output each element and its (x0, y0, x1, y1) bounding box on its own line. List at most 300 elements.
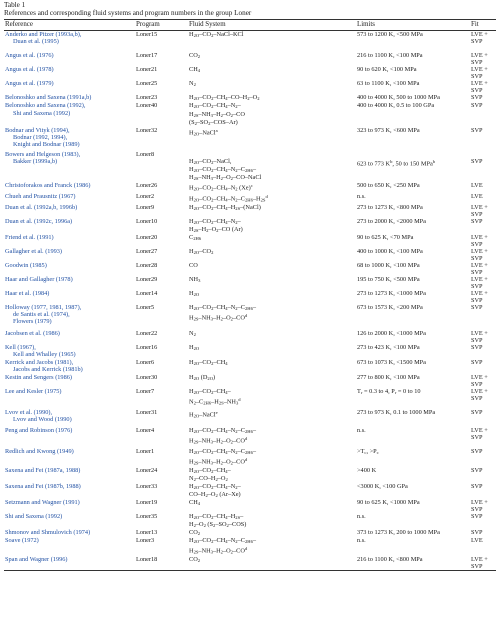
limits-line: $T_r = 0.3$ to 4, $P_r = 0$ to 10 (357, 388, 421, 396)
fluid-system-line (189, 352, 355, 359)
table-row (4, 151, 496, 182)
reference-cell (4, 467, 135, 483)
table-row (4, 204, 496, 218)
reference-cell (4, 388, 135, 409)
limits-cell (356, 182, 470, 193)
fluid-system-cell (188, 151, 356, 182)
program-cell (135, 248, 188, 262)
reference-cell (4, 127, 135, 152)
reference-line (5, 395, 134, 402)
fit-cell (470, 218, 496, 234)
fluid-system-cell (188, 409, 356, 427)
fluid-system-cell (188, 31, 356, 52)
fluid-system-line: $H_{2S}-NH_3-H_2-O_2-CO$–NaCl (189, 174, 262, 182)
reference-line: Knight and Bodnar (1989) (13, 140, 80, 148)
fluid-system-cell (188, 80, 356, 94)
reference-line: Haar et al. (1984) (5, 290, 50, 298)
fit-line (471, 110, 495, 117)
limits-cell (356, 66, 470, 80)
fluid-system-line: $CO-H_2-O_2$ (Ar–Xe) (189, 490, 241, 498)
fit-line (471, 172, 495, 179)
fluid-system-cell (188, 193, 356, 204)
bottom-rule (4, 570, 496, 571)
reference-line: Shi and Saxena (1992) (5, 512, 63, 520)
fluid-system-line: $H_2-O_2$ $(S_2-SO_2-COS)$ (189, 521, 247, 528)
program-id: Loner21 (136, 66, 158, 74)
fluid-system-line: $H_{2O}-CO_2-CH_4-N_2-C_{2H6}-$ (189, 426, 257, 434)
reference-line: Chueh and Prausnitz (1967) (5, 192, 76, 200)
reference-line: Duan et al. (1992a,b, 1996b) (5, 203, 78, 211)
fit-line: LVE + SVP (471, 426, 488, 441)
limits-cell (356, 304, 470, 330)
limits-line: 400 to 1000 K, <100 MPa (357, 247, 423, 255)
fluid-system-line: $H_{2O}-CO_2$–NaCl, (189, 158, 232, 166)
reference-line: Shmonov and Shmulovich (1974) (5, 529, 91, 537)
fit-line: SVP (471, 94, 483, 102)
program-id: Loner7 (136, 388, 155, 396)
program-id: Loner19 (136, 498, 158, 506)
fluid-system-cell (188, 127, 356, 152)
table-row (4, 467, 496, 483)
reference-line (5, 455, 134, 462)
limits-line: n.s. (357, 512, 366, 520)
table-row (4, 262, 496, 276)
table-row (4, 102, 496, 126)
limits-cell (356, 513, 470, 529)
limits-line: 623 to 773 $K^b$, 50 to 150 MPa$^b$ (357, 159, 436, 168)
fit-cell (470, 499, 496, 513)
limits-cell (356, 467, 470, 483)
table-row (4, 276, 496, 290)
reference-line: Haar and Gallagher (1978) (5, 276, 73, 283)
fit-cell (470, 537, 496, 556)
fit-line (471, 318, 495, 325)
reference-line: Christoforakos and Franck (1986) (5, 182, 91, 190)
limits-line: 400 to 4000 K, 500 to 1000 MPa (357, 94, 440, 102)
limits-cell (356, 374, 470, 388)
limits-line: 90 to 620 K, <100 MPa (357, 66, 417, 74)
fit-line: SVP (471, 482, 483, 490)
reference-line: Lvov and Wood (1990) (13, 416, 72, 424)
fit-cell (470, 151, 496, 182)
reference-line (5, 434, 134, 441)
table-row (4, 359, 496, 374)
reference-cell (4, 374, 135, 388)
fluid-system-cell (188, 182, 356, 193)
limits-line: 573 to 1200 K, <500 MPa (357, 31, 423, 38)
fluid-system-cell (188, 262, 356, 276)
limits-line: 273 to 1273 K, <800 MPa (357, 203, 423, 211)
limits-cell (356, 80, 470, 94)
reference-line: Shi and Saxena (1992) (13, 109, 71, 117)
fit-cell (470, 248, 496, 262)
fluid-system-cell (188, 359, 356, 374)
limits-cell (356, 448, 470, 467)
limits-line (357, 134, 469, 141)
fit-line: LVE + SVP (471, 66, 488, 81)
limits-line (357, 141, 469, 148)
program-cell (135, 448, 188, 467)
limits-line: 216 to 1100 K, <800 MPa (357, 555, 423, 563)
limits-line (357, 396, 469, 403)
fluid-system-line: $CO_2$ (189, 555, 201, 563)
reference-cell (4, 359, 135, 374)
fit-line (471, 45, 495, 52)
fluid-system-line: $H_{2O}-CO_2-CH_4-H_{2S}-$ (189, 512, 244, 520)
limits-line: 68 to 1000 K, <100 MPa (357, 261, 420, 269)
program-id: Loner29 (136, 276, 158, 283)
limits-cell (356, 94, 470, 102)
fluid-system-line: $H_{2O}-CO_2-CH_4-H_{2S}-(NaCl)$ (189, 203, 261, 211)
fit-cell (470, 52, 496, 66)
fit-cell (470, 529, 496, 537)
program-id: Loner1 (136, 448, 155, 456)
limits-line (357, 318, 469, 325)
fluid-system-cell (188, 276, 356, 290)
fit-cell (470, 483, 496, 499)
reference-line (5, 117, 134, 124)
program-cell (135, 499, 188, 513)
table-row (4, 388, 496, 409)
fit-cell (470, 204, 496, 218)
fit-line: SVP (471, 359, 483, 367)
header-reference: Reference (5, 21, 33, 28)
program-cell (135, 483, 188, 499)
reference-line: Kerrick and Jacobs (1981), (5, 359, 74, 367)
fit-line (471, 474, 495, 481)
reference-line: Peng and Robinson (1976) (5, 426, 73, 434)
fluid-system-cell (188, 290, 356, 304)
fluid-system-line: $H_{2O}-CO_2-CH_4-N_2-$ (189, 482, 241, 490)
reference-cell (4, 52, 135, 66)
fluid-system-line: $CH_4$ (189, 66, 201, 74)
limits-cell (356, 330, 470, 344)
table-page (4, 0, 496, 571)
limits-line (357, 311, 469, 318)
table-row (4, 448, 496, 467)
fit-line: LVE + SVP (471, 233, 488, 248)
fit-cell (470, 234, 496, 248)
limits-line: n.s. (357, 426, 366, 434)
reference-cell (4, 31, 135, 52)
fluid-system-line: $H_{2O}-CO_2-CH_4-N_2$ $(Xe)^c$ (189, 183, 253, 192)
reference-line: Kell (1967), (5, 343, 36, 351)
table-row (4, 556, 496, 570)
limits-cell (356, 204, 470, 218)
fluid-system-cell (188, 556, 356, 570)
program-cell (135, 344, 188, 359)
limits-line (357, 544, 469, 551)
fit-line: LVE (471, 182, 483, 190)
fluid-system-line: $H_{2S}-NH_3-H_2-O_2-CO^d$ (189, 546, 248, 555)
reference-cell (4, 218, 135, 234)
table-row (4, 80, 496, 94)
program-id: Loner25 (136, 80, 158, 88)
limits-line: 63 to 1100 K, <100 MPa (357, 80, 420, 88)
limits-line: 273 to 2000 K, <2000 MPa (357, 217, 426, 225)
program-cell (135, 182, 188, 193)
reference-line (5, 474, 134, 481)
reference-line (5, 165, 134, 172)
fluid-system-line (189, 137, 355, 144)
fluid-system-line: $H_{2O}-CO_2-CH_4-N_2-$ (189, 217, 241, 225)
fluid-system-line: $H_{2S}-NH_3-H_2-O_2-CO^d$ (189, 313, 248, 322)
program-id: Loner26 (136, 182, 158, 190)
fit-cell (470, 80, 496, 94)
limits-cell (356, 499, 470, 513)
table-row (4, 290, 496, 304)
limits-line (357, 110, 469, 117)
limits-cell (356, 344, 470, 359)
fluid-system-line: $N_2$ (189, 329, 196, 337)
fluid-system-line: $H_{2O}-CO_2-CH_4-CO-H_2-O_2$ (189, 94, 260, 102)
fit-line: LVE + SVP (471, 374, 488, 389)
reference-cell (4, 409, 135, 427)
program-id: Loner4 (136, 426, 155, 434)
limits-line: 90 to 625 K, <1000 MPa (357, 498, 420, 506)
program-id: Loner24 (136, 466, 158, 474)
program-cell (135, 374, 188, 388)
fit-line (471, 151, 495, 158)
fit-cell (470, 513, 496, 529)
fluid-system-line: $H_{2O}-CO_2-CH_4-N_2-C_{2H6}-H_{2S}^d$ (189, 193, 268, 203)
fit-line: SVP (471, 512, 483, 520)
fit-line: SVP (471, 448, 483, 456)
program-id: Loner31 (136, 409, 158, 417)
fluid-system-line: $H_{2O}$ (189, 290, 200, 298)
reference-line: Saxena and Fei (1987a, 1988) (5, 466, 81, 474)
reference-cell (4, 483, 135, 499)
program-cell (135, 304, 188, 330)
fit-line: SVP (471, 409, 483, 417)
fluid-system-cell (188, 304, 356, 330)
fit-cell (470, 290, 496, 304)
fluid-system-line: $H_{2O}-CO_2-CH_4-N_2-C_{2H6}-$ (189, 448, 257, 456)
fit-line: SVP (471, 304, 483, 312)
table-row (4, 529, 496, 537)
reference-line: Friend et al. (1991) (5, 233, 54, 241)
fluid-system-cell (188, 66, 356, 80)
limits-cell (356, 409, 470, 427)
fit-cell (470, 344, 496, 359)
fluid-system-line (189, 151, 355, 158)
fluid-system-line (189, 367, 355, 374)
table-row (4, 31, 496, 52)
limits-line: 273 to 1273 K, <1000 MPa (357, 290, 426, 298)
reference-line: Bodnar and Vityk (1994), (5, 126, 70, 134)
fit-line: SVP (471, 102, 483, 110)
program-id: Loner2 (136, 192, 155, 200)
reference-cell (4, 499, 135, 513)
fit-cell (470, 467, 496, 483)
limits-line: 216 to 1100 K, <100 MPa (357, 52, 423, 60)
fit-cell (470, 359, 496, 374)
reference-line: Anderko and Pitzer (1993a,b), (5, 31, 82, 38)
fit-line: SVP (471, 217, 483, 225)
reference-line: Duan et al. (1995) (13, 38, 59, 46)
limits-cell (356, 359, 470, 374)
fit-cell (470, 182, 496, 193)
reference-line: Span and Wagner (1996) (5, 555, 68, 563)
fit-line: LVE (471, 537, 483, 545)
reference-line: Jacobsen et al. (1986) (5, 329, 60, 337)
table-row (4, 483, 496, 499)
limits-line (357, 168, 469, 175)
fit-line: LVE + SVP (471, 31, 488, 46)
program-cell (135, 151, 188, 182)
reference-cell (4, 344, 135, 359)
reference-line: Gallagher et al. (1993) (5, 247, 62, 255)
fit-line: LVE + SVP (471, 247, 488, 262)
limits-line: $>T_c$, $>P_c$ (357, 448, 379, 456)
table-row (4, 513, 496, 529)
fit-line: LVE + SVP (471, 555, 488, 570)
reference-cell (4, 290, 135, 304)
program-id: Loner13 (136, 529, 158, 537)
reference-line: Bodnar (1992, 1994), (13, 133, 68, 141)
reference-cell (4, 182, 135, 193)
fluid-system-cell (188, 204, 356, 218)
limits-cell (356, 290, 470, 304)
fit-cell (470, 193, 496, 204)
fluid-system-line: $(S_2-SO_2-COS-Ar)$ (189, 118, 238, 126)
reference-cell (4, 330, 135, 344)
program-cell (135, 529, 188, 537)
fluid-system-line: $H_{2O}-CO_2-CH_4-N_2-C_{2H6}-$ (189, 537, 257, 545)
fit-cell (470, 304, 496, 330)
fluid-system-line: $H_{2O}-CO_2-CH_4-N_2-C_{2H6}-$ (189, 166, 257, 174)
limits-line (357, 434, 469, 441)
fluid-system-cell (188, 374, 356, 388)
reference-line: Setzmann and Wagner (1991) (5, 498, 80, 506)
fit-cell (470, 374, 496, 388)
reference-line: Angus et al. (1979) (5, 80, 54, 88)
limits-line (357, 474, 469, 481)
table-row (4, 344, 496, 359)
limits-line: 195 to 750 K, <500 MPa (357, 276, 420, 283)
fluid-system-line: $H_{2O}-CO_2$ (189, 247, 214, 255)
fit-cell (470, 388, 496, 409)
program-cell (135, 80, 188, 94)
fit-line: LVE + SVP (471, 329, 488, 344)
program-id: Loner27 (136, 247, 158, 255)
reference-cell (4, 529, 135, 537)
limits-line: 373 to 1273 K, 200 to 1000 MPa (357, 529, 440, 537)
fit-cell (470, 427, 496, 448)
fluid-system-line: $H_{2O}-CO_2-CH_4-N_2-$ (189, 102, 241, 110)
limits-cell (356, 537, 470, 556)
header-fluid-system: Fluid System (189, 21, 226, 28)
fluid-system-cell (188, 537, 356, 556)
fit-line (471, 225, 495, 232)
fluid-system-line: $N_2-CO-H_2-O_2$ (189, 474, 228, 482)
fluid-system-line: $H_{2O}-CO_2-CH_4-N_2-C_{2H6}-$ (189, 304, 257, 312)
limits-cell (356, 483, 470, 499)
program-id: Loner35 (136, 512, 158, 520)
limits-line: 500 to 650 K, <250 MPa (357, 182, 420, 190)
fit-cell (470, 31, 496, 52)
fluid-system-line: $H_{2O}-NaCl^e$ (189, 410, 218, 419)
table-row (4, 218, 496, 234)
limits-line: 273 to 423 K, <100 MPa (357, 343, 420, 351)
limits-line: 400 to 4000 K, 0.5 to 100 GPa (357, 102, 435, 110)
reference-cell (4, 248, 135, 262)
fluid-system-cell (188, 448, 356, 467)
fluid-system-line: $H_{2S}-NH_3-H_2-O_2-CO$ (189, 110, 245, 118)
fluid-system-cell (188, 94, 356, 102)
fluid-system-cell (188, 499, 356, 513)
limits-line (357, 456, 469, 463)
fit-cell (470, 102, 496, 126)
fit-line (471, 141, 495, 148)
fit-line: SVP (471, 529, 483, 537)
program-cell (135, 218, 188, 234)
limits-cell (356, 556, 470, 570)
limits-line: n.s. (357, 537, 366, 545)
fit-line: LVE + SVP (471, 80, 488, 95)
program-id: Loner10 (136, 217, 158, 225)
table-row (4, 330, 496, 344)
fit-line: SVP (471, 466, 483, 474)
reference-line: Soave (1972) (5, 537, 39, 545)
fit-line (471, 311, 495, 318)
table-row (4, 66, 496, 80)
table-row (4, 409, 496, 427)
program-cell (135, 388, 188, 409)
program-cell (135, 427, 188, 448)
program-cell (135, 359, 188, 374)
fluid-system-line: $CO_2$ (189, 529, 201, 537)
fluid-system-cell (188, 218, 356, 234)
reference-line: Holloway (1977, 1981, 1987), (5, 304, 82, 312)
fit-line: LVE + SVP (471, 203, 488, 218)
program-cell (135, 66, 188, 80)
limits-cell (356, 102, 470, 126)
reference-cell (4, 262, 135, 276)
fluid-system-line (189, 323, 355, 330)
limits-line: 90 to 625 K, <70 MPa (357, 233, 414, 241)
fit-line (471, 416, 495, 423)
program-id: Loner40 (136, 102, 158, 110)
fit-line: LVE (471, 192, 483, 200)
fluid-system-cell (188, 52, 356, 66)
reference-cell (4, 66, 135, 80)
fit-line: SVP (471, 158, 483, 166)
program-cell (135, 102, 188, 126)
fit-line (471, 544, 495, 551)
reference-line (5, 225, 134, 232)
program-id: Loner20 (136, 233, 158, 241)
program-id: Loner16 (136, 343, 158, 351)
fluid-system-line: $CO_2$ (189, 52, 201, 60)
limits-line: 323 to 973 K, <600 MPa (357, 126, 420, 134)
program-cell (135, 31, 188, 52)
limits-cell (356, 193, 470, 204)
table-label: Table 1 (4, 1, 26, 9)
program-id: Loner22 (136, 329, 158, 337)
limits-cell (356, 248, 470, 262)
reference-cell (4, 427, 135, 448)
reference-line: Redlich and Kwong (1949) (5, 448, 74, 456)
limits-line (357, 175, 469, 182)
reference-line: Goodwin (1985) (5, 261, 47, 269)
program-id: Loner14 (136, 290, 158, 298)
table-row (4, 427, 496, 448)
fluid-system-cell (188, 102, 356, 126)
fit-cell (470, 66, 496, 80)
program-id: Loner28 (136, 261, 158, 269)
reference-line: de Santis et al. (1974), (13, 311, 70, 319)
